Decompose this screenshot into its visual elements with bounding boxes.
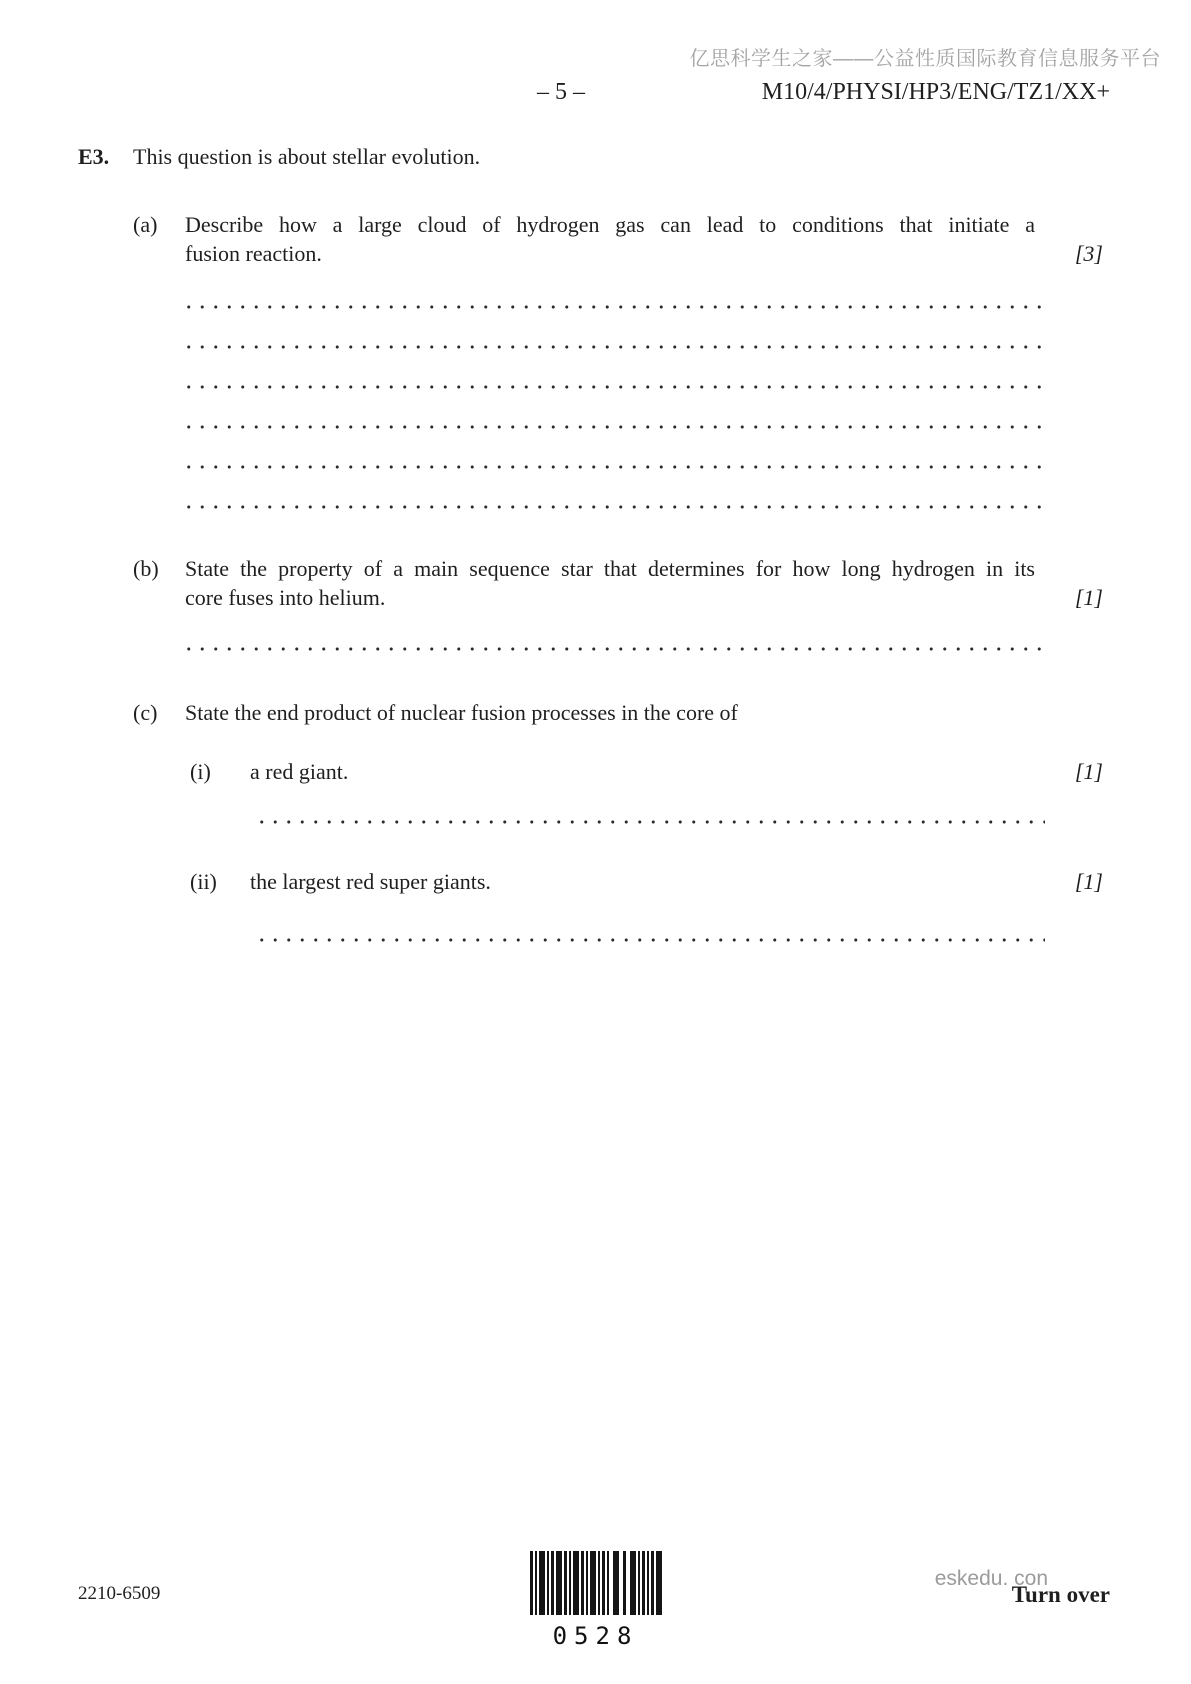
barcode-icon <box>530 1551 662 1615</box>
answer-dotted-line <box>182 425 1043 429</box>
answer-dotted-line <box>255 938 1045 942</box>
text-line: fusion reaction. <box>185 241 322 266</box>
answer-dotted-line <box>182 505 1043 509</box>
site-watermark: eskedu. con <box>934 1567 1048 1590</box>
part-c-ii-marks: [1] <box>1074 869 1103 894</box>
part-a-text <box>185 210 1035 268</box>
part-c-ii-text: the largest red super giants. <box>250 869 491 894</box>
turn-over-label: Turn over <box>1011 1582 1110 1607</box>
part-c-i-marks: [1] <box>1074 759 1103 784</box>
part-a <box>0 210 1191 268</box>
part-c-ii-label: (ii) <box>190 869 217 894</box>
barcode-block <box>530 1551 662 1650</box>
part-c-i-answer-lines <box>0 820 1191 824</box>
question-e3 <box>0 142 1191 171</box>
question-stem: This question is about stellar evolution. <box>133 144 481 169</box>
text-line: Describe how a large cloud of hydrogen gas can lead to conditions that initiate a <box>185 212 1035 237</box>
answer-dotted-line <box>255 820 1045 824</box>
answer-dotted-line <box>182 465 1043 469</box>
part-b <box>0 554 1191 612</box>
part-c-ii-answer-lines <box>0 938 1191 942</box>
part-c-ii <box>0 867 1191 896</box>
answer-dotted-line <box>182 305 1043 309</box>
part-c-text: State the end product of nuclear fusion processes in the core of <box>185 700 738 725</box>
question-number: E3. <box>78 144 110 169</box>
part-c-label: (c) <box>133 700 158 725</box>
part-b-marks: [1] <box>1074 585 1103 610</box>
part-b-label: (b) <box>133 556 159 581</box>
barcode-digits: 0528 <box>552 1622 639 1650</box>
part-a-label: (a) <box>133 212 158 237</box>
part-a-marks: [3] <box>1074 241 1103 266</box>
page-footer <box>0 1545 1191 1665</box>
page-number: – 5 – <box>537 79 585 105</box>
answer-dotted-line <box>182 647 1043 651</box>
document-number: 2210-6509 <box>78 1583 161 1604</box>
page-header <box>0 78 1191 106</box>
text-line: State the property of a main sequence star that determines for how long hydrogen in its <box>185 556 1035 581</box>
part-c-i-label: (i) <box>190 759 211 784</box>
part-b-text <box>185 554 1035 612</box>
part-b-answer-lines <box>0 647 1191 651</box>
part-a-answer-lines <box>0 305 1191 509</box>
chinese-header-watermark: 亿思科学生之家——公益性质国际教育信息服务平台 <box>689 48 1161 70</box>
part-c-i-text: a red giant. <box>250 759 349 784</box>
answer-dotted-line <box>182 385 1043 389</box>
part-c-i <box>0 757 1191 786</box>
part-c <box>0 698 1191 727</box>
paper-code: M10/4/PHYSI/HP3/ENG/TZ1/XX+ <box>761 79 1110 105</box>
text-line: core fuses into helium. <box>185 585 386 610</box>
answer-dotted-line <box>182 345 1043 349</box>
